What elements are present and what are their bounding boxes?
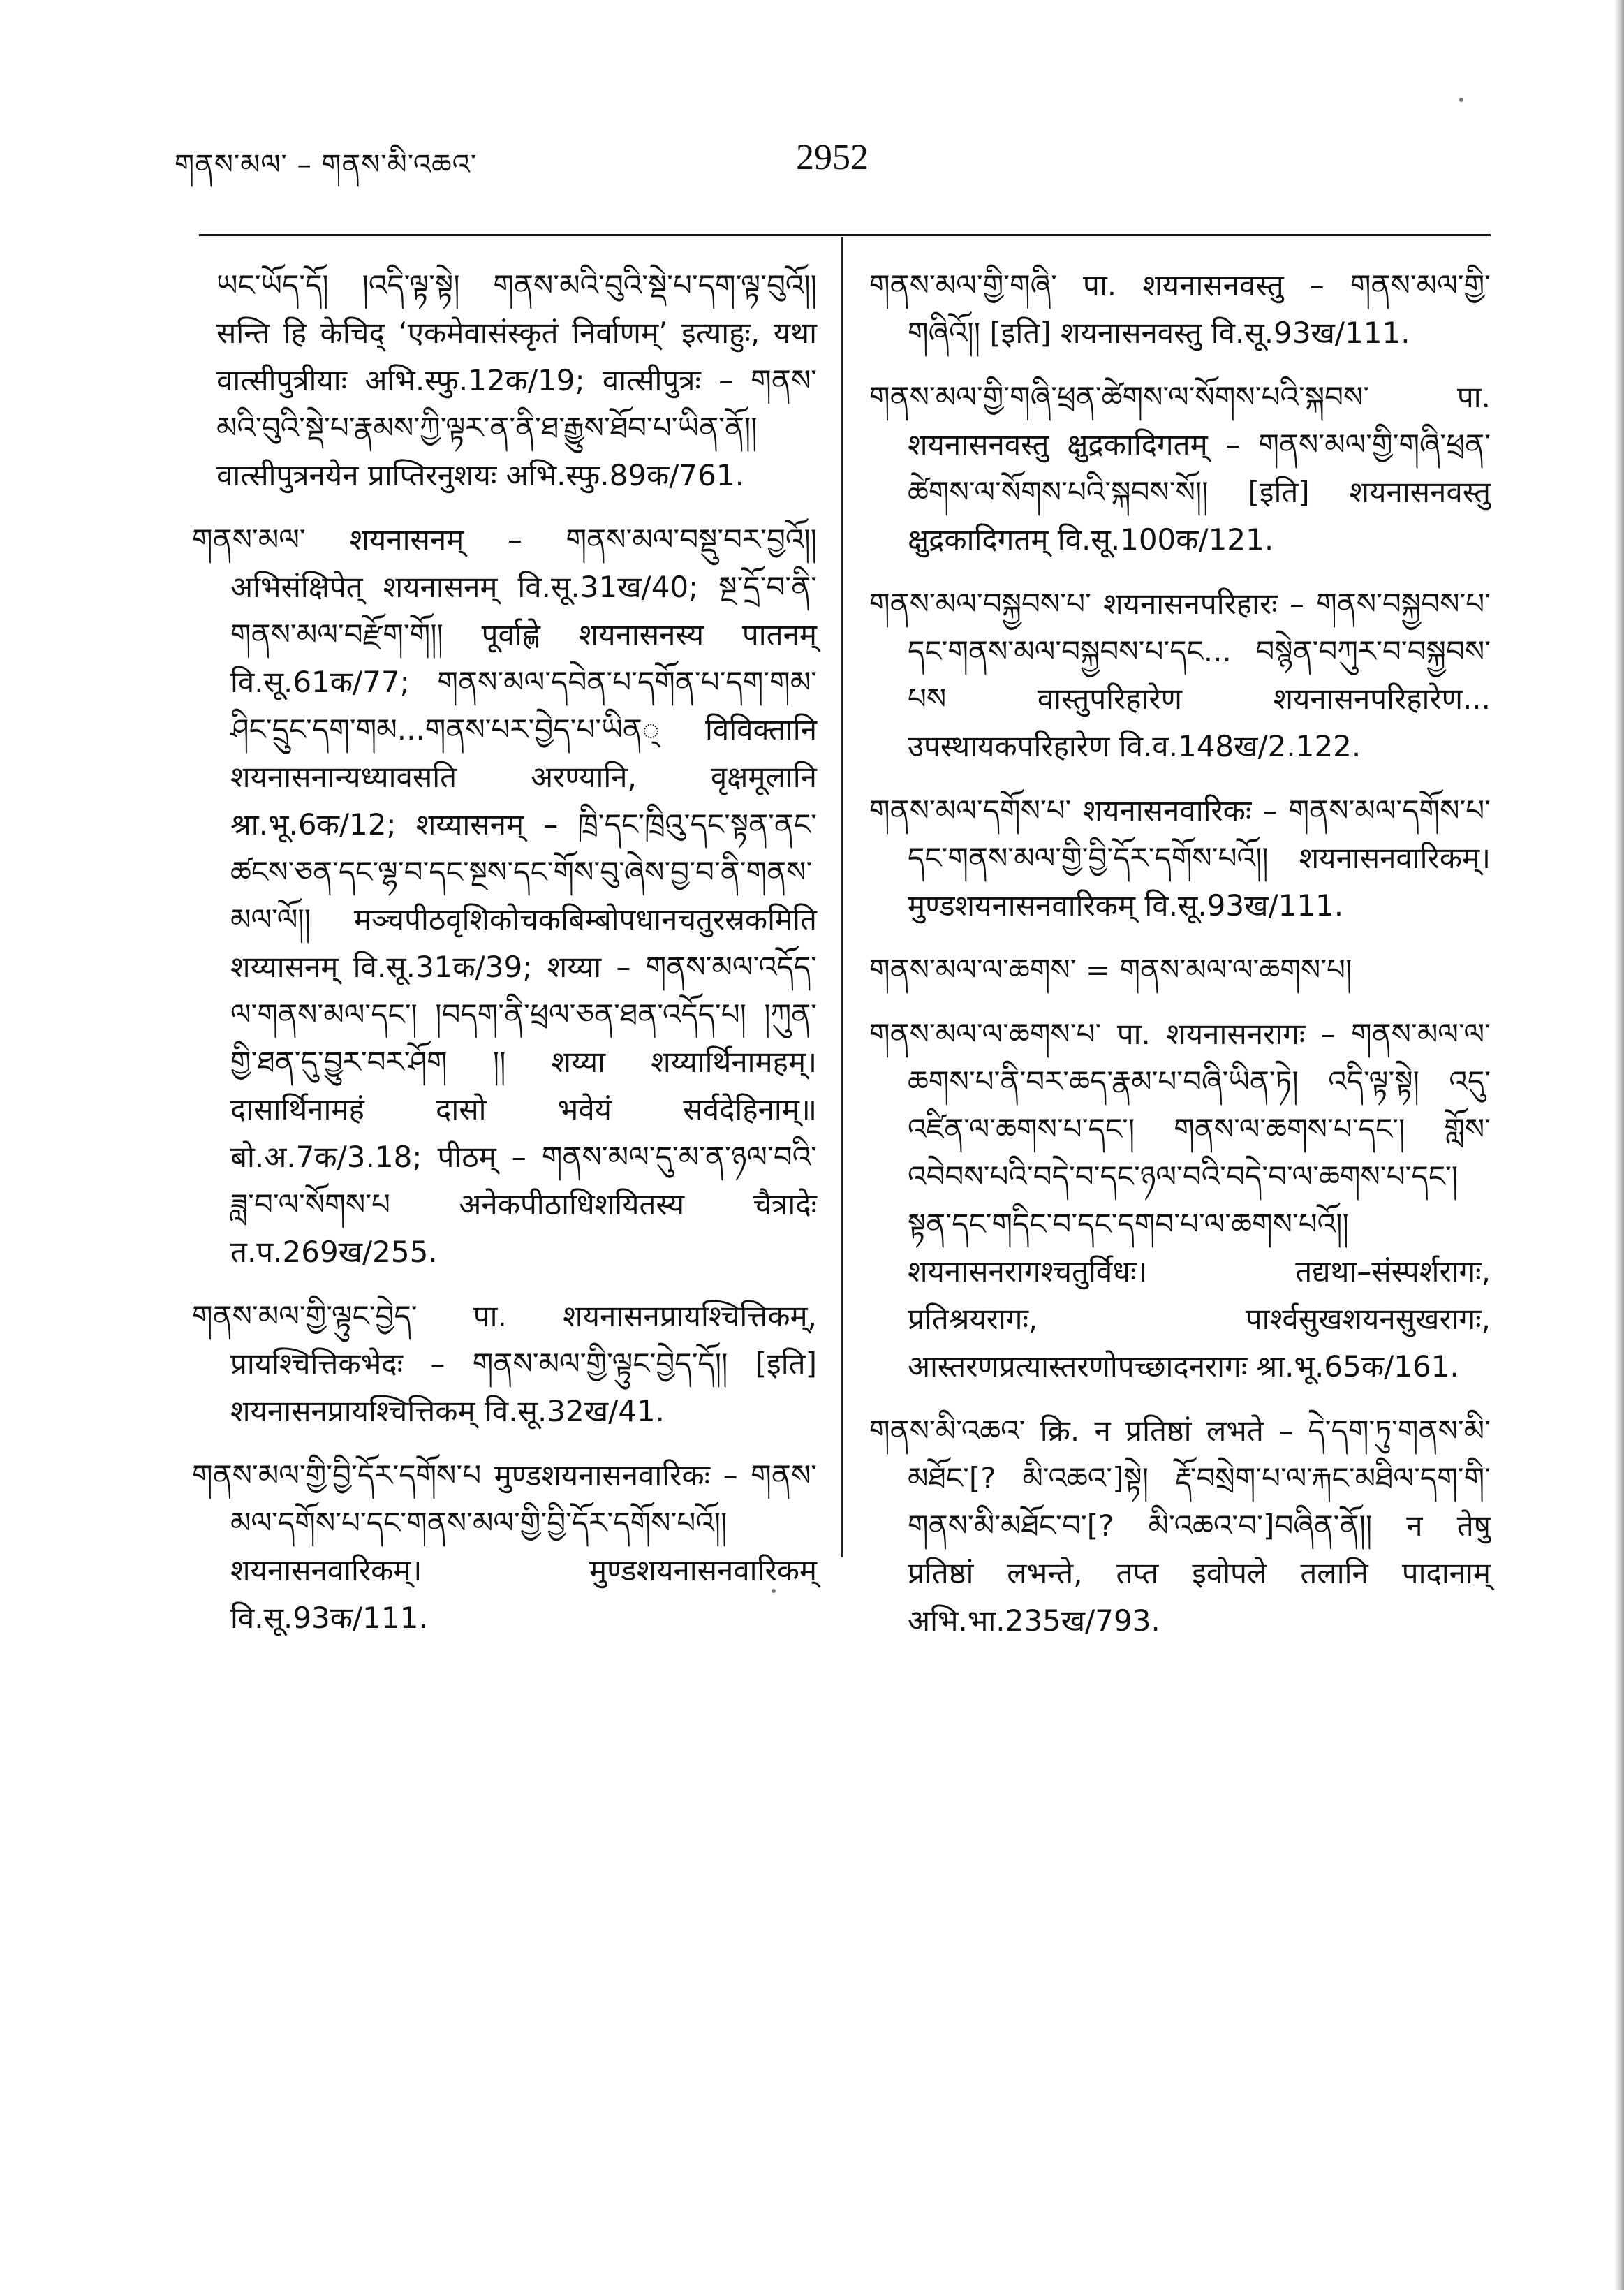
- dictionary-entry: གནས་མལ་གྱི་བྱི་དོར་དགོས་པ मुण्डशयनासनवारिकः – གནས་མལ་དགོས་པ་དང་གནས་མལ་གྱི་བྱི་དོར་དགོས་པའོ།། शयनासनवारिकम्। मुण्डशयनासनवारिकम् वि.सू.93क/111.: [192, 1458, 817, 1635]
- dictionary-entry: གནས་མལ་གྱི་གཞི་ पा. शयनासनवस्तु – གནས་མལ་གྱི་གཞིའོ།། [इति] शयनासनवस्तु वि.सू.93ख/111.: [869, 268, 1491, 350]
- right-column: [869, 262, 1491, 1661]
- dictionary-entry: གནས་མལ་དགོས་པ་ शयनासनवारिकः – གནས་མལ་དགོས་པ་དང་གནས་མལ་གྱི་བྱི་དོར་དགོས་པའོ།། शयनासनवारिकम्। मुण्डशयनासनवारिकम् वि.सू.93ख/111.: [869, 793, 1491, 923]
- column-divider: [841, 237, 843, 1557]
- dictionary-entry: གནས་མི་འཆའ་ क्रि. न प्रतिष्ठां लभते – དེ་དག་ཏུ་གནས་མི་མཐོང་[? མི་འཆའ་]སྟེ། རྡོ་བསྲེག་པ་ལ་རྐང་མཐིལ་དག་གི་གནས་མི་མཐོང་བ་[? མི་འཆའ་བ་]བཞིན་ནོ།། न तेषु प्रतिष्ठां लभन्ते, तप्त इवोपले तलानि पादानाम् अभि.भा.235ख/793.: [869, 1414, 1491, 1638]
- dictionary-entry: ཡང་ཡོད་དོ། །འདི་ལྟ་སྟེ། གནས་མའི་བུའི་སྡེ་པ་དག་ལྟ་བུའོ།། सन्ति हि केचिद् ‘एकमेवासंस्कृतं निर्वाणम्’ इत्याहुः, यथा वात्सीपुत्रीयाः अभि.स्फु.12क/19; वात्सीपुत्रः – གནས་མའི་བུའི་སྡེ་པ་རྣམས་ཀྱི་ལྟར་ན་ནི་ཐ་རྒྱུས་ཐོབ་པ་ཡིན་ནོ།། वात्सीपुत्रनयेन प्राप्तिरनुशयः अभि.स्फु.89क/761.: [216, 268, 817, 492]
- dictionary-entry: གནས་མལ་བསྐྱབས་པ་ शयनासनपरिहारः – གནས་བསྐྱབས་པ་དང་གནས་མལ་བསྐྱབས་པ་དང... བསྙེན་བཀུར་བ་བསྐྱབས་པས वास्तुपरिहारेण शयनासनपरिहारेण... उपस्थायकपरिहारेण वि.व.148ख/2.122.: [869, 587, 1491, 763]
- dictionary-entry: གནས་མལ་ལ་ཆགས་ = གནས་མལ་ལ་ཆགས་པ།: [869, 953, 1352, 987]
- page-number: 2952: [796, 138, 869, 177]
- dictionary-entry: གནས་མལ་ शयनासनम् – གནས་མལ་བསྡུ་བར་བྱའོ།། अभिसंक्षिपेत् शयनासनम् वि.सू.31ख/40; སྔ་དྲོ་བ་ནི་གནས་མལ་བརྫོག་གོ།། पूर्वाह्णे शयनासनस्य पातनम् वि.सू.61क/77; གནས་མལ་དབེན་པ་དགོན་པ་དག་གམ་ཤིང་དྲུང་དག་གམ...གནས་པར་བྱེད་པ་ཡིན् विविक्तानि शयनासनान्यध्यावसति अरण्यानि, वृक्षमूलानि श्रा.भू.6क/12; शय्यासनम् – ཁྲི་དང་ཁྲིའུ་དང་སྟན་ནང་ཚངས་ཅན་དང་ལྷ་བ་དང་སྔས་དང་གོས་བུ་ཞེས་བྱ་བ་ནི་གནས་མལ་ལོ།། मञ्चपीठवृशिकोचकबिम्बोपधानचतुरस्रकमिति शय्यासनम् वि.सू.31क/39; शय्या – གནས་མལ་འདོད་ལ་གནས་མལ་དང་། །བདག་ནི་ཕྲལ་ཅན་ཐན་འདོད་པ། །ཀུན་གྱི་ཐན་དུ་བྱུར་བར་ཤོག །། शय्या शय्यार्थिनामहम्। दासार्थिनामहं दासो भवेयं सर्वदेहिनाम्॥ बो.अ.7क/3.18; पीठम् – གནས་མལ་དུ་མ་ན་ཉལ་བའི་ཟླ་བ་ལ་སོགས་པ अनेकपीठाधिशयितस्य चैत्रादेः त.प.269ख/255.: [192, 522, 817, 1269]
- dictionary-entry: གནས་མལ་གྱི་ལྟུང་བྱེད་ पा. शयनासनप्रायश्चित्तिकम्, प्रायश्चित्तिकभेदः – གནས་མལ་གྱི་ལྟུང་བྱེད་དོ།། [इति] शयनासनप्रायश्चित्तिकम् वि.सू.32ख/41.: [192, 1299, 817, 1428]
- scan-speck: [1459, 98, 1463, 102]
- header-rule: [199, 234, 1491, 236]
- dictionary-entry: གནས་མལ་གྱི་གཞི་ཕྲན་ཚེགས་ལ་སོགས་པའི་སྐབས་ पा. शयनासनवस्तु क्षुद्रकादिगतम् – གནས་མལ་གྱི་གཞི་ཕྲན་ཚེགས་ལ་སོགས་པའི་སྐབས་སོ།། [इति] शयनासनवस्तु क्षुद्रकादिगतम् वि.सू.100क/121.: [869, 380, 1491, 557]
- scan-edge-shadow: [1614, 0, 1624, 2290]
- dictionary-entry: གནས་མལ་ལ་ཆགས་པ་ पा. शयनासनरागः – གནས་མལ་ལ་ཆགས་པ་ནི་བར་ཆད་རྣམ་པ་བཞི་ཡིན་ཏེ། འདི་ལྟ་སྟེ། འདུ་འཛིན་ལ་ཆགས་པ་དང་། གནས་ལ་ཆགས་པ་དང་། གློས་འབེབས་པའི་བདེ་བ་དང་ཉལ་བའི་བདེ་བ་ལ་ཆགས་པ་དང་། སྟན་དང་གདིང་བ་དང་དགབ་པ་ལ་ཆགས་པའོ།། शयनासनरागश्चतुर्विधः। तद्यथा–संस्पर्शरागः, प्रतिश्रयरागः, पार्श्वसुखशयनसुखरागः, आस्तरणप्रत्यास्तरणोपच्छादनरागः श्रा.भू.65क/161.: [869, 1017, 1491, 1383]
- left-column: [192, 262, 817, 1659]
- scan-speck: [772, 1589, 776, 1593]
- running-header: གནས་མལ་ – གནས་མི་འཆའ་: [175, 149, 478, 181]
